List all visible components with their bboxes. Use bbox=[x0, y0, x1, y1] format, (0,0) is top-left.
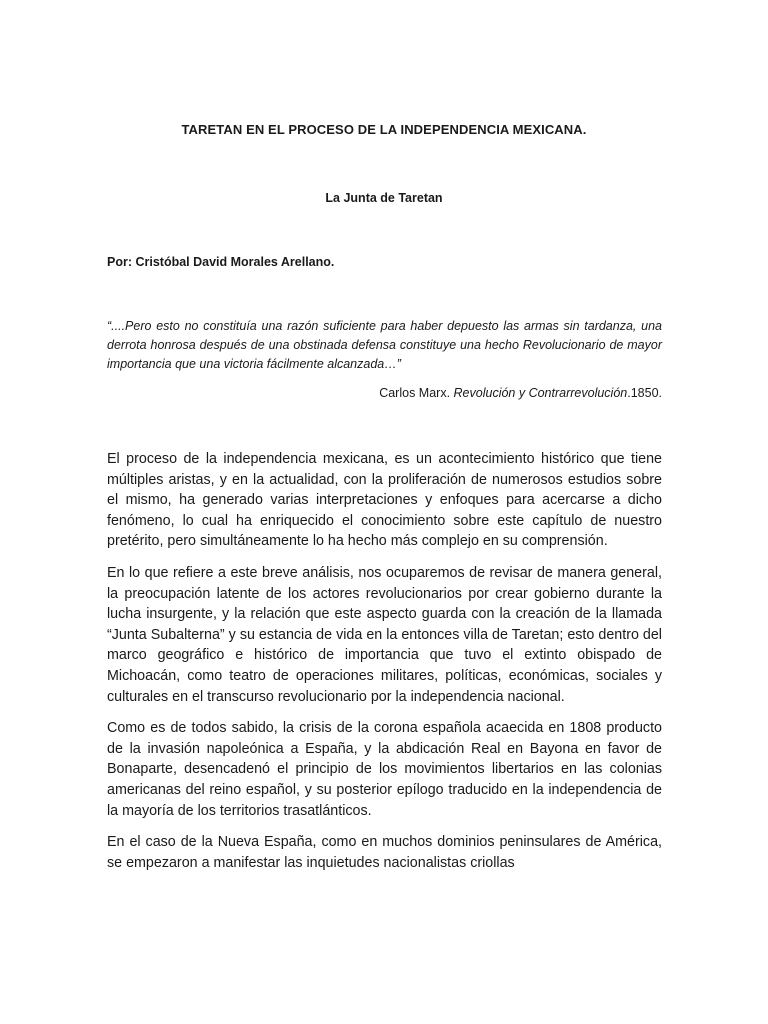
epigraph-quote: “....Pero esto no constituía una razón suficiente para haber depuesto las armas sin tardanza, una derrota honrosa después de una obstinada defensa constituye una hecho Revolucionario de mayor importancia que una victoria fácilmente alcanzada…” bbox=[107, 319, 662, 371]
citation-author: Carlos Marx. bbox=[379, 386, 454, 400]
epigraph-citation bbox=[107, 386, 662, 400]
document-body bbox=[107, 449, 662, 884]
body-paragraph: El proceso de la independencia mexicana, es un acontecimiento histórico que tiene múltiples aristas, y en la actualidad, con la proliferación de numerosos estudios sobre el mismo, ha generado varias interpretaciones y enfoques para acercarse a dicho fenómeno, lo cual ha enriquecido el conocimiento sobre este capítulo de nuestro pretérito, pero simultáneamente lo ha hecho más complejo en su comprensión. bbox=[107, 451, 662, 550]
document-title: TARETAN EN EL PROCESO DE LA INDEPENDENCIA MEXICANA. bbox=[181, 122, 587, 137]
citation-work: Revolución y Contrarrevolución bbox=[453, 386, 628, 400]
document-subtitle: La Junta de Taretan bbox=[325, 191, 443, 205]
citation-year: .1850. bbox=[627, 386, 662, 400]
author-line: Por: Cristóbal David Morales Arellano. bbox=[107, 255, 335, 269]
body-paragraph: En el caso de la Nueva España, como en muchos dominios peninsulares de América, se empezaron a manifestar las inquietudes nacionalistas criollas bbox=[107, 834, 662, 871]
body-paragraph: Como es de todos sabido, la crisis de la corona española acaecida en 1808 producto de la invasión napoleónica a España, y la abdicación Real en Bayona en favor de Bonaparte, desencadenó el principio de los movimientos libertarios en las colonias americanas del reino español, y su posterior epílogo traducido en la independencia de la mayoría de los territorios trasatlánticos. bbox=[107, 720, 662, 819]
body-paragraph: En lo que refiere a este breve análisis, nos ocuparemos de revisar de manera general, la preocupación latente de los actores revolucionarios por crear gobierno durante la lucha insurgente, y la relación que este aspecto guarda con la creación de la llamada “Junta Subalterna” y su estancia de vida en la entonces villa de Taretan; esto dentro del marco geográfico e histórico de importancia que tuvo el extinto obispado de Michoacán, como teatro de operaciones militares, políticas, económicas, sociales y culturales en el transcurso revolucionario por la independencia nacional. bbox=[107, 564, 662, 705]
